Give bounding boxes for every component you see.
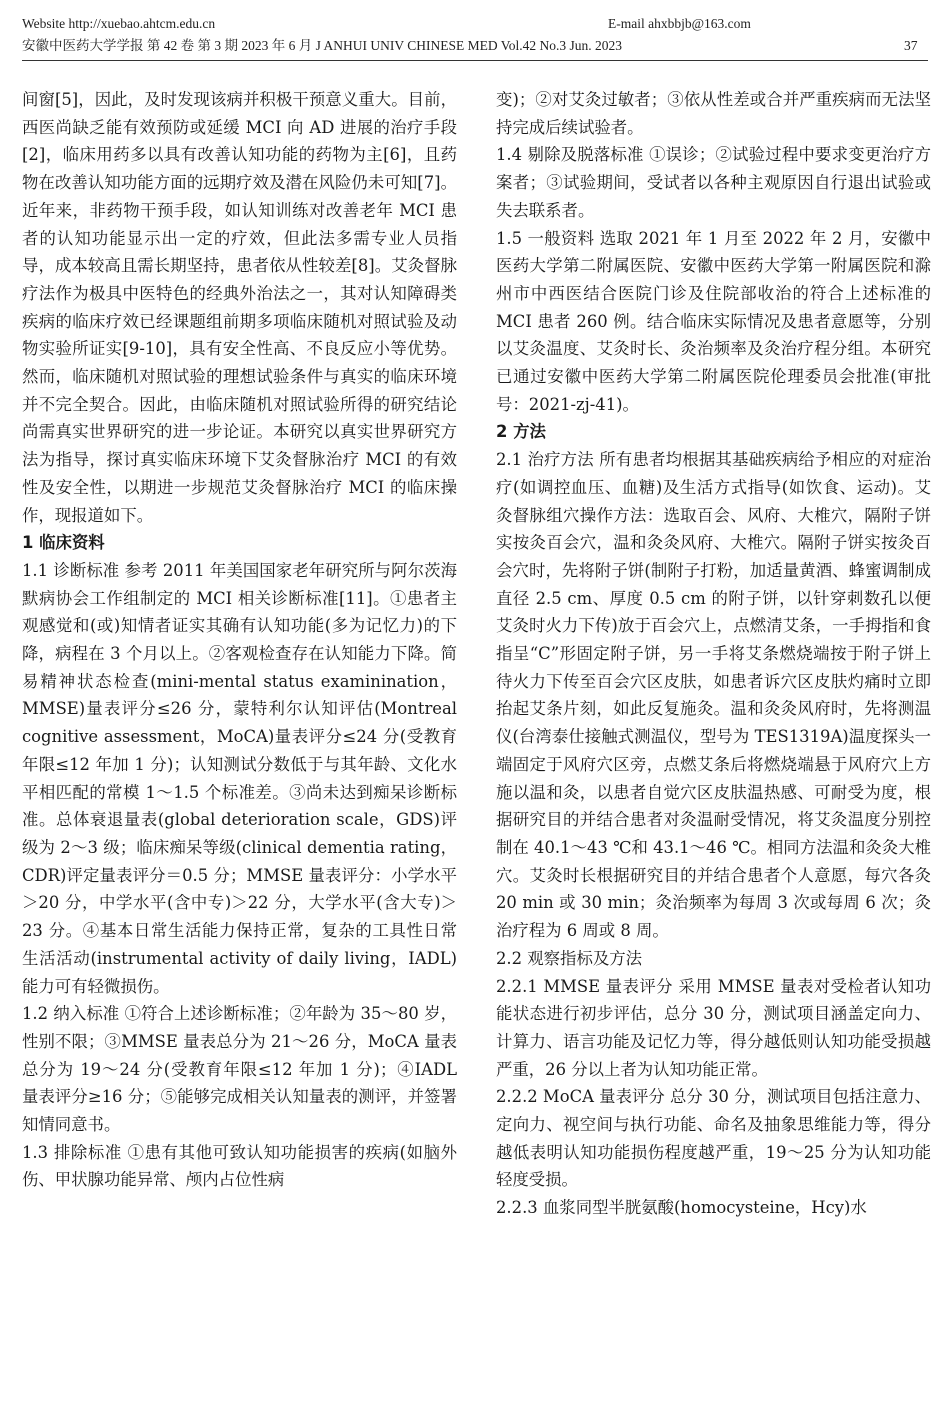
- paragraph: 间窗[5]，因此，及时发现该病并积极干预意义重大。目前，西医尚缺乏能有效预防或延缓 MCI 向 AD 进展的治疗手段[2]，临床用药多以具有改善认知功能的药物为主[6]，且药物在改善认知功能方面的远期疗效及潜在风险仍未可知[7]。近年来，非药物干预手段，如认知训练对改善老年 MCI 患者的认知功能显示出一定的疗效，但此法多需专业人员指导，成本较高且需长期坚持，患者依从性较差[8]。艾灸督脉疗法作为极具中医特色的经典外治法之一，其对认知障碍类疾病的临床疗效已经课题组前期多项临床随机对照试验及动物实验所证实[9-10]，具有安全性高、不良反应小等优势。然而，临床随机对照试验的理想试验条件与真实的临床环境并不完全契合。因此，由临床随机对照试验所得的研究结论尚需真实世界研究的进一步论证。本研究以真实世界研究方法为指导，探讨真实临床环境下艾灸督脉治疗 MCI 的有效性及安全性，以期进一步规范艾灸督脉治疗 MCI 的临床操作，现报道如下。: [22, 90, 457, 525]
- header-website: Website http://xuebao.ahtcm.edu.cn: [22, 16, 216, 31]
- section-heading: 2 方法: [496, 422, 546, 442]
- paragraph: 1.3 排除标准 ①患有其他可致认知功能损害的疾病(如脑外伤、甲状腺功能异常、颅内占位性病: [22, 1142, 457, 1190]
- paragraph: 2.2.1 MMSE 量表评分 采用 MMSE 量表对受检者认知功能状态进行初步评估，总分 30 分，测试项目涵盖定向力、计算力、语言功能及记忆力等，得分越低则认知功能受损越严重，26 分以上者为认知功能正常。: [496, 976, 931, 1079]
- page-number: 37: [904, 38, 918, 53]
- paragraph: 2.2.2 MoCA 量表评分 总分 30 分，测试项目包括注意力、定向力、视空间与执行功能、命名及抽象思维能力等，得分越低表明认知功能损伤程度越严重，19～25 分为认知功能轻度受损。: [496, 1087, 931, 1190]
- paragraph: 2.1 治疗方法 所有患者均根据其基础疾病给予相应的对症治疗(如调控血压、血糖)及生活方式指导(如饮食、运动)。艾灸督脉组穴操作方法：选取百会、风府、大椎穴，隔附子饼实按灸百会穴，温和灸灸风府、大椎穴。隔附子饼实按灸百会穴时，先将附子饼(制附子打粉，加适量黄酒、蜂蜜调制成直径 2.5 cm、厚度 0.5 cm 的附子饼，以针穿刺数孔以便艾灸时火力下传)放于百会穴上，点燃清艾条，一手拇指和食指呈“C”形固定附子饼，另一手将艾条燃烧端按于附子饼上待火力下传至百会穴区皮肤，如患者诉穴区皮肤灼痛时立即抬起艾条片刻，如此反复施灸。温和灸灸风府时，先将测温仪(台湾泰仕接触式测温仪，型号为 TES1319A)温度探头一端固定于风府穴区旁，点燃艾条后将燃烧端悬于风府穴上方施以温和灸，以患者自觉穴区皮肤温热感、可耐受为度，根据研究目的并结合患者对灸温耐受情况，将艾灸温度分别控制在 40.1～43 ℃和 43.1～46 ℃。相同方法温和灸灸大椎穴。艾灸时长根据研究目的并结合患者个人意愿，每穴各灸 20 min 或 30 min；灸治频率为每周 3 次或每周 6 次；灸治疗程为 6 周或 8 周。: [496, 450, 931, 941]
- paragraph: 1.2 纳入标准 ①符合上述诊断标准；②年龄为 35～80 岁，性别不限；③MMSE 量表总分为 21～26 分，MoCA 量表总分为 19～24 分(受教育年限≤12 年加 1 分)；④IADL 量表评分≥16 分；⑤能够完成相关认知量表的测评，并签署知情同意书。: [22, 1004, 457, 1135]
- subsection-heading: 2.2 观察指标及方法: [496, 948, 643, 968]
- paragraph: 2.2.3 血浆同型半胱氨酸(homocysteine，Hcy)水: [496, 1198, 867, 1218]
- paragraph: 1.4 剔除及脱落标准 ①误诊；②试验过程中要求变更治疗方案者；③试验期间，受试者以各种主观原因自行退出试验或失去联系者。: [496, 145, 931, 220]
- section-heading: 1 临床资料: [22, 533, 105, 553]
- left-column: [22, 86, 457, 1194]
- paragraph: 变)；②对艾灸过敏者；③依从性差或合并严重疾病而无法坚持完成后续试验者。: [496, 90, 931, 137]
- header-email: E-mail ahxbbjb@163.com: [608, 16, 751, 31]
- paragraph: 1.5 一般资料 选取 2021 年 1 月至 2022 年 2 月，安徽中医药大学第二附属医院、安徽中医药大学第一附属医院和滁州市中西医结合医院门诊及住院部收治的符合上述标准的 MCI 患者 260 例。结合临床实际情况及患者意愿等，分别以艾灸温度、艾灸时长、灸治频率及灸治疗程分组。本研究已通过安徽中医药大学第二附属医院伦理委员会批准(审批号：2021-zj-41)。: [496, 228, 931, 414]
- right-column: [496, 86, 931, 1222]
- paragraph: 1.1 诊断标准 参考 2011 年美国国家老年研究所与阿尔茨海默病协会工作组制定的 MCI 相关诊断标准[11]。①患者主观感觉和(或)知情者证实其确有认知功能(多为记忆力)的下降，病程在 3 个月以上。②客观检查存在认知能力下降。简易精神状态检查(mini-mental status examinination，MMSE)量表评分≤26 分，蒙特利尔认知评估(Montreal cognitive assessment，MoCA)量表评分≤24 分(受教育年限≤12 年加 1 分)；认知测试分数低于与其年龄、文化水平相匹配的常模 1～1.5 个标准差。③尚未达到痴呆诊断标准。总体衰退量表(global deterioration scale，GDS)评级为 2～3 级；临床痴呆等级(clinical dementia rating，CDR)评定量表评分＝0.5 分；MMSE 量表评分：小学水平＞20 分，中学水平(含中专)＞22 分，大学水平(含大专)＞23 分。④基本日常生活能力保持正常，复杂的工具性日常生活活动(instrumental activity of daily living，IADL)能力可有轻微损伤。: [22, 560, 457, 996]
- header-journal-citation: 安徽中医药大学学报 第 42 卷 第 3 期 2023 年 6 月 J ANHUI UNIV CHINESE MED Vol.42 No.3 Jun. 2023: [22, 38, 623, 53]
- header-rule: [22, 60, 928, 61]
